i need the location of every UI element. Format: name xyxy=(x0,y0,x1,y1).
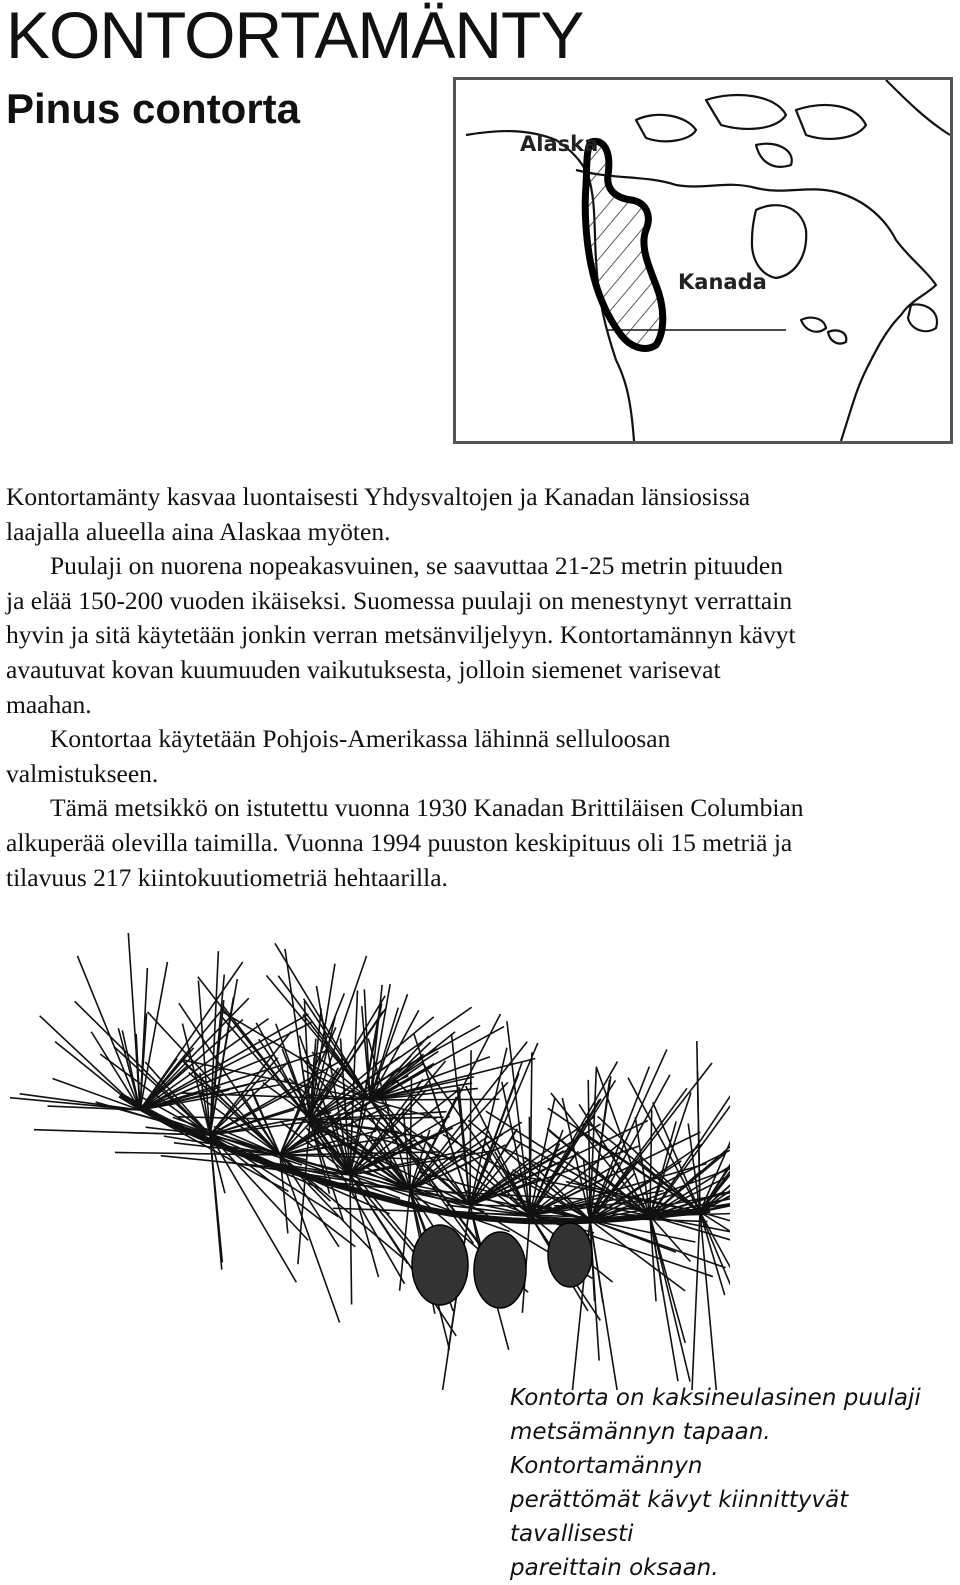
paragraph-usage: Kontortaa käytetään Pohjois-Amerikassa lähinnä selluloosan valmistukseen. xyxy=(6,724,671,788)
pine-needle xyxy=(590,1220,618,1390)
pine-needle xyxy=(529,1117,530,1215)
pine-cone xyxy=(412,1225,468,1305)
page-title: KONTORTAMÄNTY xyxy=(6,0,584,72)
distribution-map xyxy=(453,77,953,444)
map-label-kanada: Kanada xyxy=(678,270,767,294)
paragraph-distribution: Kontortamänty kasvaa luontaisesti Yhdysvaltojen ja Kanadan länsiosissa laajalla alueella aina Alaskaa myöten. xyxy=(6,482,751,546)
caption-line: metsämännyn tapaan. Kontortamännyn xyxy=(510,1419,771,1479)
caption-line: perättömät kävyt kiinnittyvät tavallisesti xyxy=(510,1487,849,1547)
illustration-caption xyxy=(510,1381,950,1585)
pine-needles xyxy=(10,933,730,1390)
paragraph-growth: Puulaji on nuorena nopeakasvuinen, se saavuttaa 21-25 metrin pituuden ja elää 150-200 vuoden ikäiseksi. Suomessa puulaji on menestynyt verrattain hyvin ja sitä käytetään jonkin verran metsänviljelyyn. Kontortamännyn kävyt avautuvat kovan kuumuuden vaikutuksesta, jolloin siemenet varisevat maahan. xyxy=(6,551,796,719)
pine-cones xyxy=(412,1223,592,1308)
map-label-alaska: Alaska xyxy=(520,132,599,156)
paragraph-stand-history: Tämä metsikkö on istutettu vuonna 1930 Kanadan Brittiläisen Columbian alkuperää olevilla taimilla. Vuonna 1994 puuston keskipituus oli 15 metriä ja tilavuus 217 kiintokuutiometriä hehtaarilla. xyxy=(6,793,804,892)
pine-cone xyxy=(474,1232,526,1308)
caption-line: Kontorta on kaksineulasinen puulaji xyxy=(510,1385,921,1411)
pine-needle xyxy=(350,1175,352,1305)
pine-needle xyxy=(650,1216,730,1240)
pine-needle xyxy=(370,1099,499,1100)
pine-cone xyxy=(548,1223,592,1287)
pine-needle xyxy=(650,1216,678,1381)
species-latin-name: Pinus contorta xyxy=(6,85,301,132)
pine-branch-illustration xyxy=(10,920,730,1390)
description-text xyxy=(6,480,806,895)
pine-needle xyxy=(470,1050,471,1205)
pine-needle xyxy=(691,1212,700,1390)
caption-line: pareittain oksaan. xyxy=(510,1555,719,1581)
